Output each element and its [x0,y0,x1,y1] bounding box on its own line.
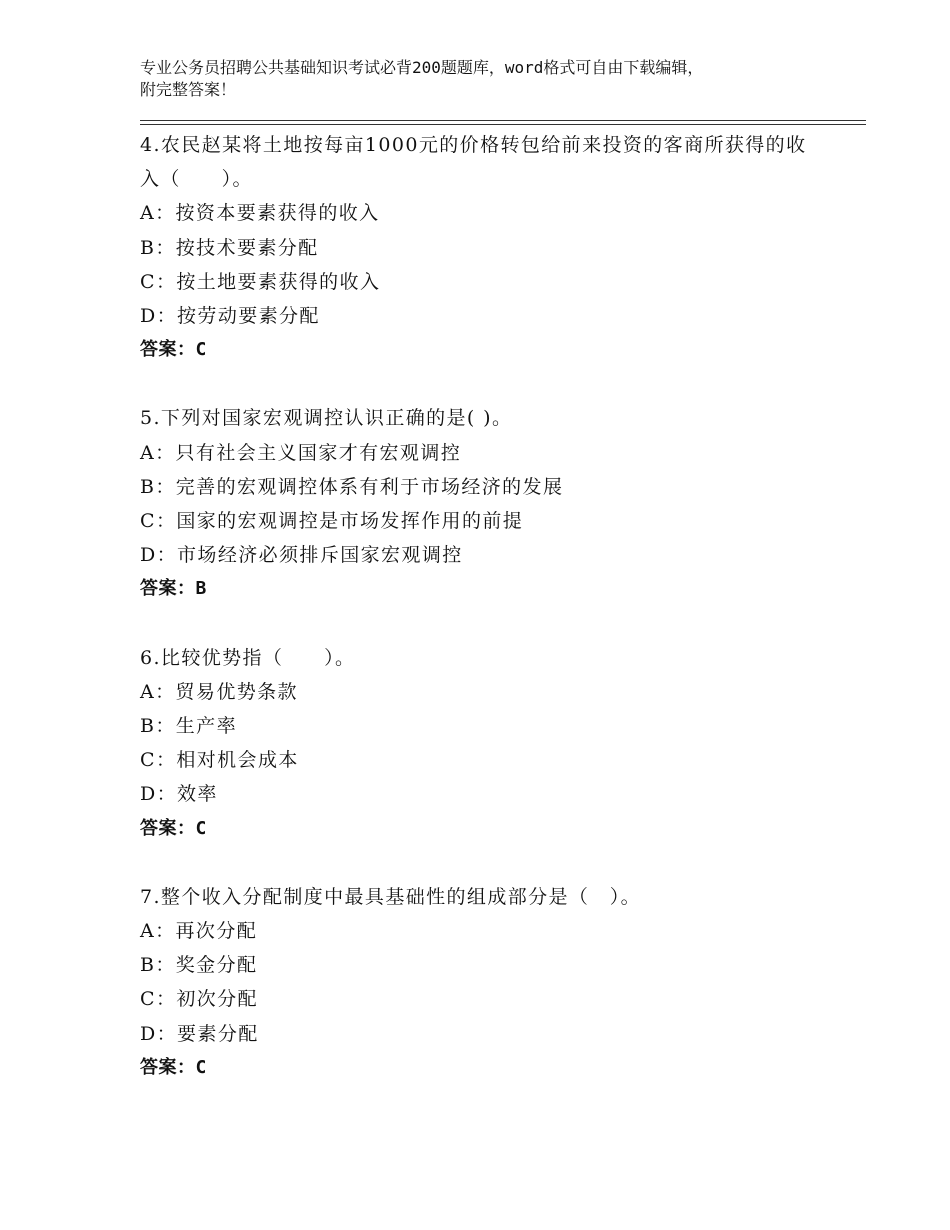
question-item [140,641,840,846]
answer-label: 答案：C [140,339,207,361]
question-stem: 4.农民赵某将土地按每亩1000元的价格转包给前来投资的客商所获得的收入（ ）。 [140,134,807,191]
option-a: A：只有社会主义国家才有宏观调控 [140,441,462,464]
answer-label: 答案：B [140,578,207,600]
option-c: C：相对机会成本 [140,749,299,772]
header-line-1: 专业公务员招聘公共基础知识考试必背200题题库，word格式可自由下载编辑， [140,58,704,77]
option-b: B：完善的宏观调控体系有利于市场经济的发展 [140,475,564,498]
option-c: C：国家的宏观调控是市场发挥作用的前提 [140,510,524,533]
option-c: C：初次分配 [140,988,258,1011]
question-list [140,128,840,1119]
option-b: B：按技术要素分配 [140,236,319,259]
answer-label: 答案：C [140,817,207,839]
option-a: A：贸易优势条款 [140,680,298,703]
question-item [140,880,840,1085]
question-item [140,401,840,606]
option-d: D：市场经济必须排斥国家宏观调控 [140,544,463,567]
document-header [140,57,820,101]
option-a: A：再次分配 [140,920,258,943]
option-d: D：效率 [140,783,218,806]
option-a: A：按资本要素获得的收入 [140,202,380,225]
header-double-rule [140,120,866,125]
question-stem: 6.比较优势指（ ）。 [140,646,356,669]
option-d: D：按劳动要素分配 [140,305,320,328]
option-b: B：奖金分配 [140,954,258,977]
question-stem: 7.整个收入分配制度中最具基础性的组成部分是（ ）。 [140,885,642,908]
header-line-2: 附完整答案！ [140,80,237,99]
option-b: B：生产率 [140,715,237,738]
question-stem: 5.下列对国家宏观调控认识正确的是( )。 [140,407,513,430]
option-d: D：要素分配 [140,1022,259,1045]
question-item [140,128,840,367]
option-c: C：按土地要素获得的收入 [140,270,381,293]
answer-label: 答案：C [140,1056,207,1078]
